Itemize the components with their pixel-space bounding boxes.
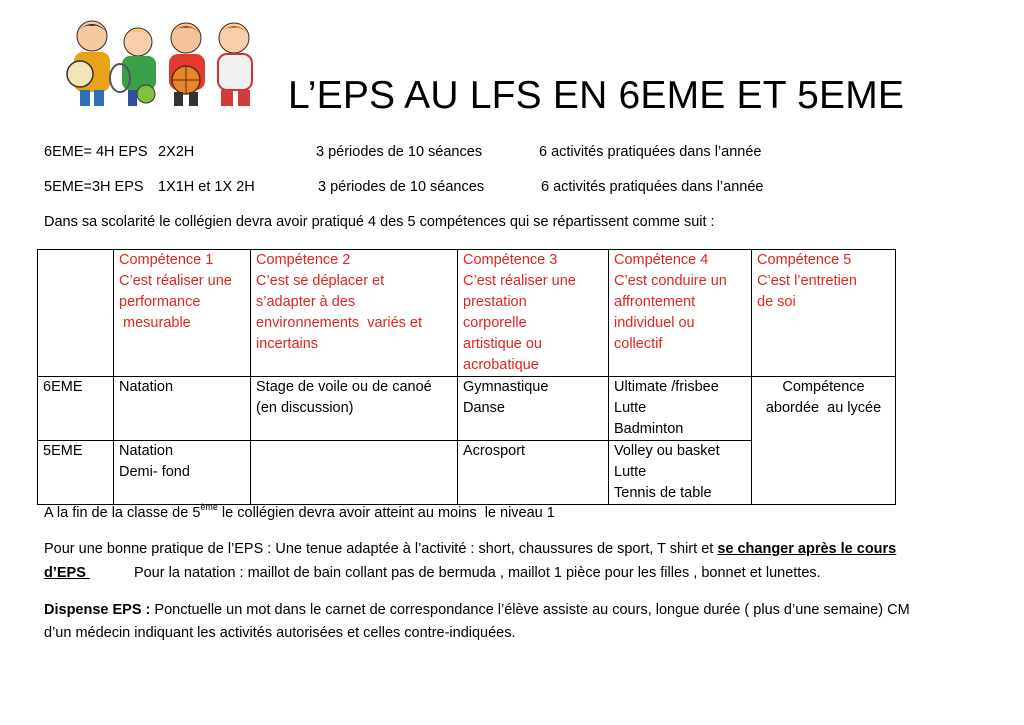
competences-table [37, 249, 896, 505]
intro-text: Dans sa scolarité le collégien devra avoir pratiqué 4 des 5 compétences qui se répartissent comme suit : [44, 214, 715, 230]
child-with-racket-icon [110, 28, 156, 106]
line-5eme-activities: 6 activités pratiquées dans l’année [541, 179, 764, 195]
page-title: L’EPS AU LFS EN 6EME ET 5EME [288, 74, 905, 117]
header-competence-4: Compétence 4 C’est conduire un affrontement individuel ou collectif [609, 250, 752, 377]
cell-6eme-c3: Gymnastique Danse [458, 377, 609, 441]
cell-5eme-c3: Acrosport [458, 441, 609, 505]
tenue-line-2: d’EPS Pour la natation : maillot de bain collant pas de bermuda , maillot 1 pièce pour les filles , bonnet et lunettes. [44, 565, 821, 581]
dispense-label: Dispense EPS : [44, 602, 151, 618]
line-5eme-hours: 5EME=3H EPS [44, 179, 144, 195]
kids-sports-logo [58, 14, 272, 110]
cell-6eme-c2: Stage de voile ou de canoé (en discussion) [251, 377, 458, 441]
cell-5eme-c4: Volley ou basket Lutte Tennis de table [609, 441, 752, 505]
cell-5eme-c2 [251, 441, 458, 505]
line-6eme-split: 2X2H [158, 144, 195, 160]
child-with-basketball-icon [169, 23, 205, 106]
child-cheering-icon [218, 23, 252, 106]
dispense-line-1: Dispense EPS : Ponctuelle un mot dans le carnet de correspondance l’élève assiste au cours, longue durée ( plus d’une semaine) CM [44, 602, 910, 618]
table-row-6eme [38, 377, 896, 441]
dispense-line-2: d’un médecin indiquant les activités autorisées et celles contre-indiquées. [44, 625, 516, 641]
cell-6eme-c4: Ultimate /frisbee Lutte Badminton [609, 377, 752, 441]
tenue-emphasis-1: se changer après le cours [717, 541, 897, 557]
line-6eme-hours: 6EME= 4H EPS [44, 144, 148, 160]
end-of-year-line: A la fin de la classe de 5ème le collégien devra avoir atteint au moins le niveau 1 [44, 502, 555, 521]
header-competence-1: Compétence 1 C’est réaliser une performance mesurable [114, 250, 251, 377]
tenue-line-1: Pour une bonne pratique de l’EPS : Une tenue adaptée à l’activité : short, chaussures de sport, T shirt et se changer après le cours [44, 541, 897, 557]
line-5eme-periods: 3 périodes de 10 séances [318, 179, 485, 195]
header-competence-3: Compétence 3 C’est réaliser une prestation corporelle artistique ou acrobatique [458, 250, 609, 377]
line-6eme-periods: 3 périodes de 10 séances [316, 144, 483, 160]
header-competence-5: Compétence 5 C’est l’entretien de soi [752, 250, 896, 377]
cell-competence-5-merged: Compétence abordée au lycée [752, 377, 896, 505]
child-with-football-icon [67, 21, 110, 106]
cell-6eme-c1: Natation [114, 377, 251, 441]
row-label: 6EME [38, 377, 114, 441]
table-header-row [38, 250, 896, 377]
header-empty-cell [38, 250, 114, 377]
header-competence-2: Compétence 2 C’est se déplacer et s’adapter à des environnements variés et incertains [251, 250, 458, 377]
line-6eme-activities: 6 activités pratiquées dans l’année [539, 144, 762, 160]
cell-5eme-c1: Natation Demi- fond [114, 441, 251, 505]
line-5eme-split: 1X1H et 1X 2H [158, 179, 255, 195]
row-label: 5EME [38, 441, 114, 505]
tenue-emphasis-2: d’EPS [44, 565, 90, 581]
